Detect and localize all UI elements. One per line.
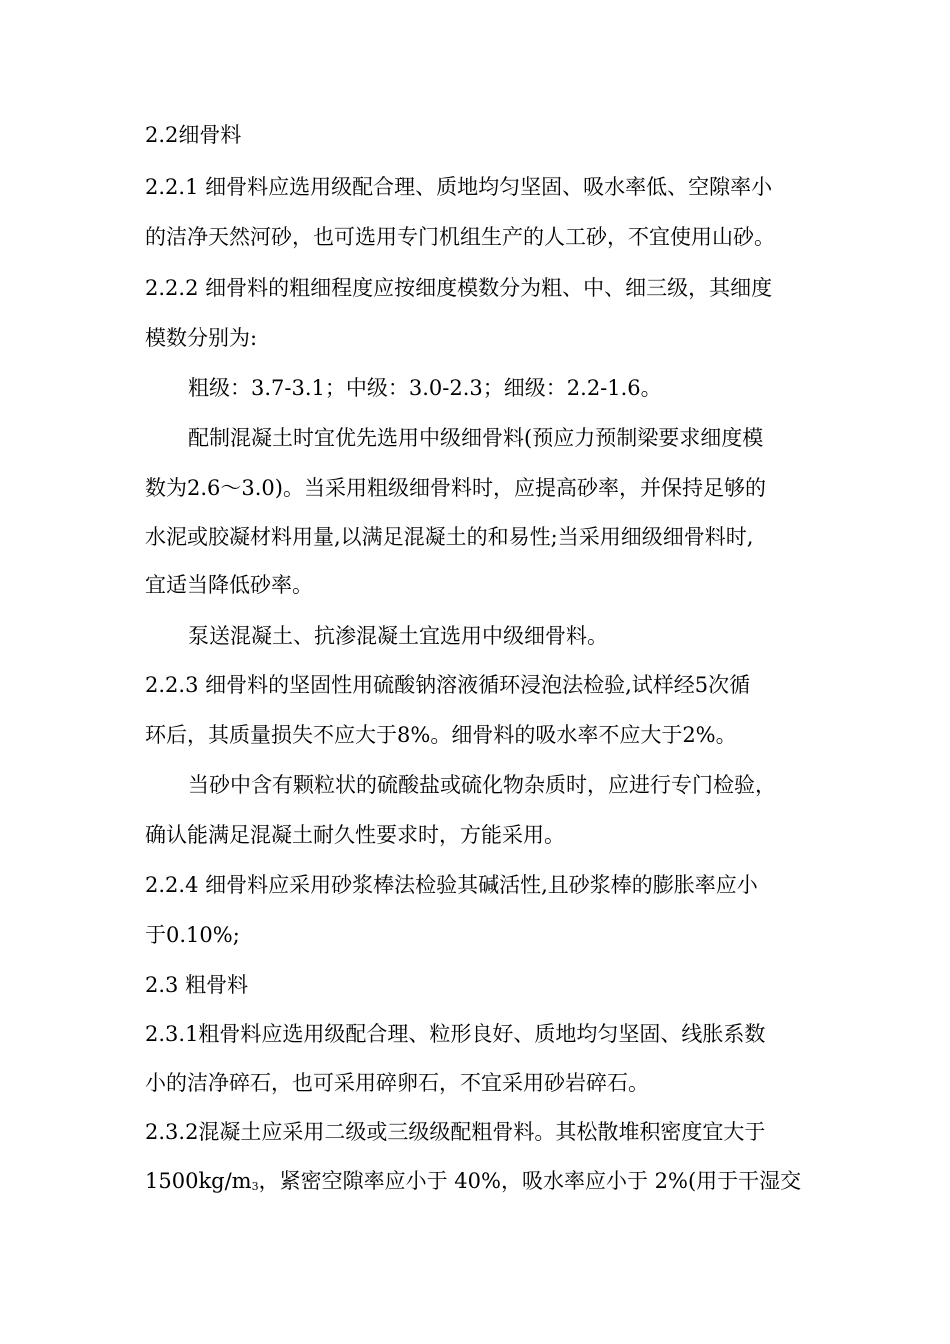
section-heading-2-3: 2.3 粗骨料	[145, 973, 249, 997]
paragraph-line: 的洁净天然河砂，也可选用专门机组生产的人工砂，不宜使用山砂。	[145, 225, 775, 249]
paragraph-line: 宜适当降低砂率。	[145, 573, 313, 597]
paragraph-line: 环后，其质量损失不应大于8%。细骨料的吸水率不应大于2%。	[145, 723, 737, 747]
section-heading-2-2: 2.2细骨料	[145, 123, 242, 147]
paragraph-line-last	[145, 1166, 825, 1196]
paragraph-line: 粗级：3.7-3.1；中级：3.0-2.3；细级：2.2-1.6。	[188, 376, 662, 400]
paragraph-line: 泵送混凝土、抗渗混凝土宜选用中级细骨料。	[188, 624, 608, 648]
paragraph-line: 2.2.1 细骨料应选用级配合理、质地均匀坚固、吸水率低、空隙率小	[145, 175, 773, 199]
density-unit-superscript: 3	[251, 1180, 259, 1193]
paragraph-line: 2.3.1粗骨料应选用级配合理、粒形良好、质地均匀坚固、线胀系数	[145, 1022, 766, 1046]
paragraph-line: 模数分别为:	[145, 326, 258, 350]
paragraph-line: 2.3.2混凝土应采用二级或三级级配粗骨料。其松散堆积密度宜大于	[145, 1120, 766, 1144]
paragraph-line: 2.2.3 细骨料的坚固性用硫酸钠溶液循环浸泡法检验,试样经5次循	[145, 673, 751, 697]
paragraph-line-tail: 紧密空隙率应小于 40%，吸水率应小于 2%(用于干湿交	[279, 1169, 802, 1193]
paragraph-line: 当砂中含有颗粒状的硫酸盐或硫化物杂质时，应进行专门检验，	[188, 773, 776, 797]
paragraph-line: 数为2.6～3.0)。当采用粗级细骨料时，应提高砂率，并保持足够的	[145, 476, 766, 500]
paragraph-line: 水泥或胶凝材料用量,以满足混凝土的和易性;当采用细级细骨料时,	[145, 525, 754, 549]
paragraph-line: 配制混凝土时宜优先选用中级细骨料(预应力预制梁要求细度模	[188, 426, 764, 450]
density-value: 1500kg/m	[145, 1169, 252, 1193]
paragraph-line: 2.2.4 细骨料应采用砂浆棒法检验其碱活性,且砂浆棒的膨胀率应小	[145, 873, 758, 897]
paragraph-line: 于0.10%;	[145, 923, 240, 947]
density-comma: ，	[258, 1169, 280, 1193]
paragraph-line: 确认能满足混凝土耐久性要求时，方能采用。	[145, 823, 565, 847]
paragraph-line: 2.2.2 细骨料的粗细程度应按细度模数分为粗、中、细三级，其细度	[145, 276, 773, 300]
paragraph-line: 小的洁净碎石，也可采用碎卵石，不宜采用砂岩碎石。	[145, 1071, 649, 1095]
